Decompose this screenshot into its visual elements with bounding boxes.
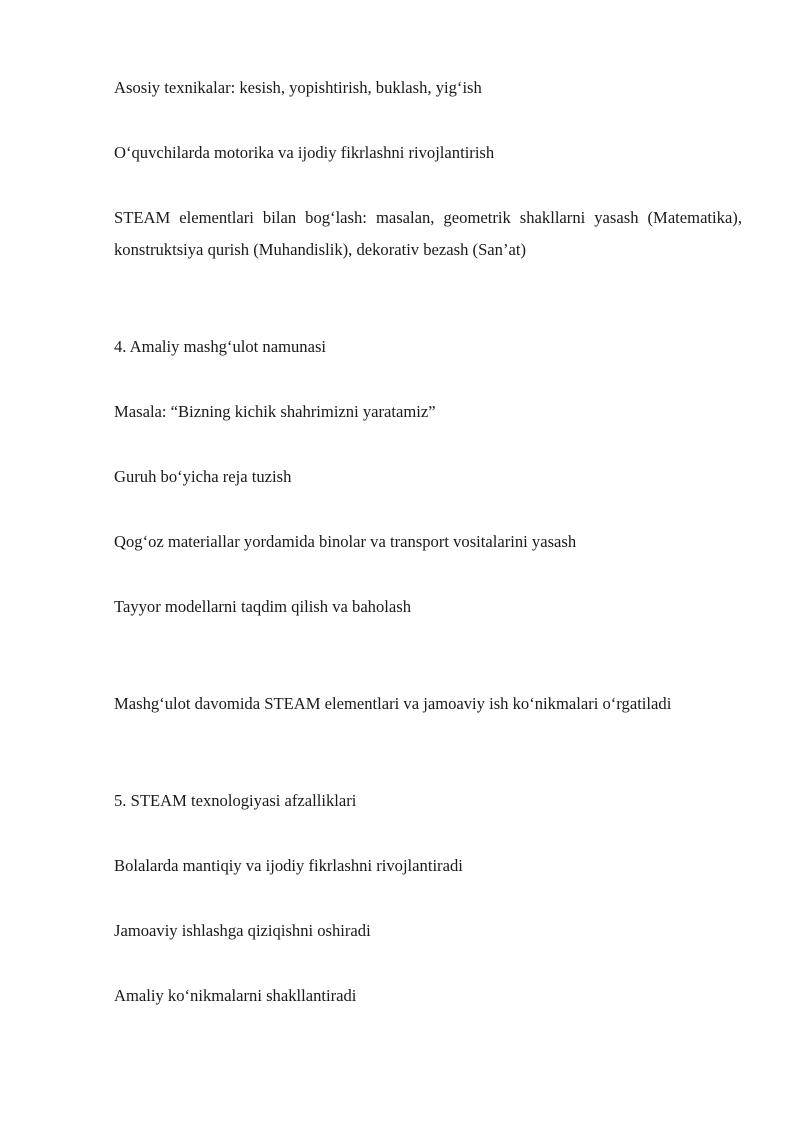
paragraph-task: Masala: “Bizning kichik shahrimizni yaratamiz”	[114, 402, 436, 421]
paragraph-paper-materials: Qog‘oz materiallar yordamida binolar va transport vositalarini yasash	[114, 532, 577, 551]
paragraph-group-plan: Guruh bo‘yicha reja tuzish	[114, 467, 292, 486]
paragraph-steam-elements: STEAM elementlari bilan bog‘lash: masalan, geometrik shakllarni yasash (Matematika), konstruktsiya qurish (Muhandislik), dekorativ bezash (San’at)	[114, 208, 742, 259]
section-heading-advantages: 5. STEAM texnologiyasi afzalliklari	[114, 791, 357, 810]
paragraph-lesson-summary: Mashg‘ulot davomida STEAM elementlari va jamoaviy ish ko‘nikmalari o‘rgatiladi	[114, 694, 672, 713]
paragraph-teamwork: Jamoaviy ishlashga qiziqishni oshiradi	[114, 921, 371, 940]
paragraph-motor-skills: O‘quvchilarda motorika va ijodiy fikrlashni rivojlantirish	[114, 143, 495, 162]
paragraph-present-models: Tayyor modellarni taqdim qilish va baholash	[114, 597, 412, 616]
paragraph-practical-skills: Amaliy ko‘nikmalarni shakllantiradi	[114, 986, 357, 1005]
section-heading-practical-lesson: 4. Amaliy mashg‘ulot namunasi	[114, 337, 327, 356]
paragraph-techniques: Asosiy texnikalar: kesish, yopishtirish, buklash, yig‘ish	[114, 78, 482, 97]
paragraph-logical-thinking: Bolalarda mantiqiy va ijodiy fikrlashni rivojlantiradi	[114, 856, 463, 875]
